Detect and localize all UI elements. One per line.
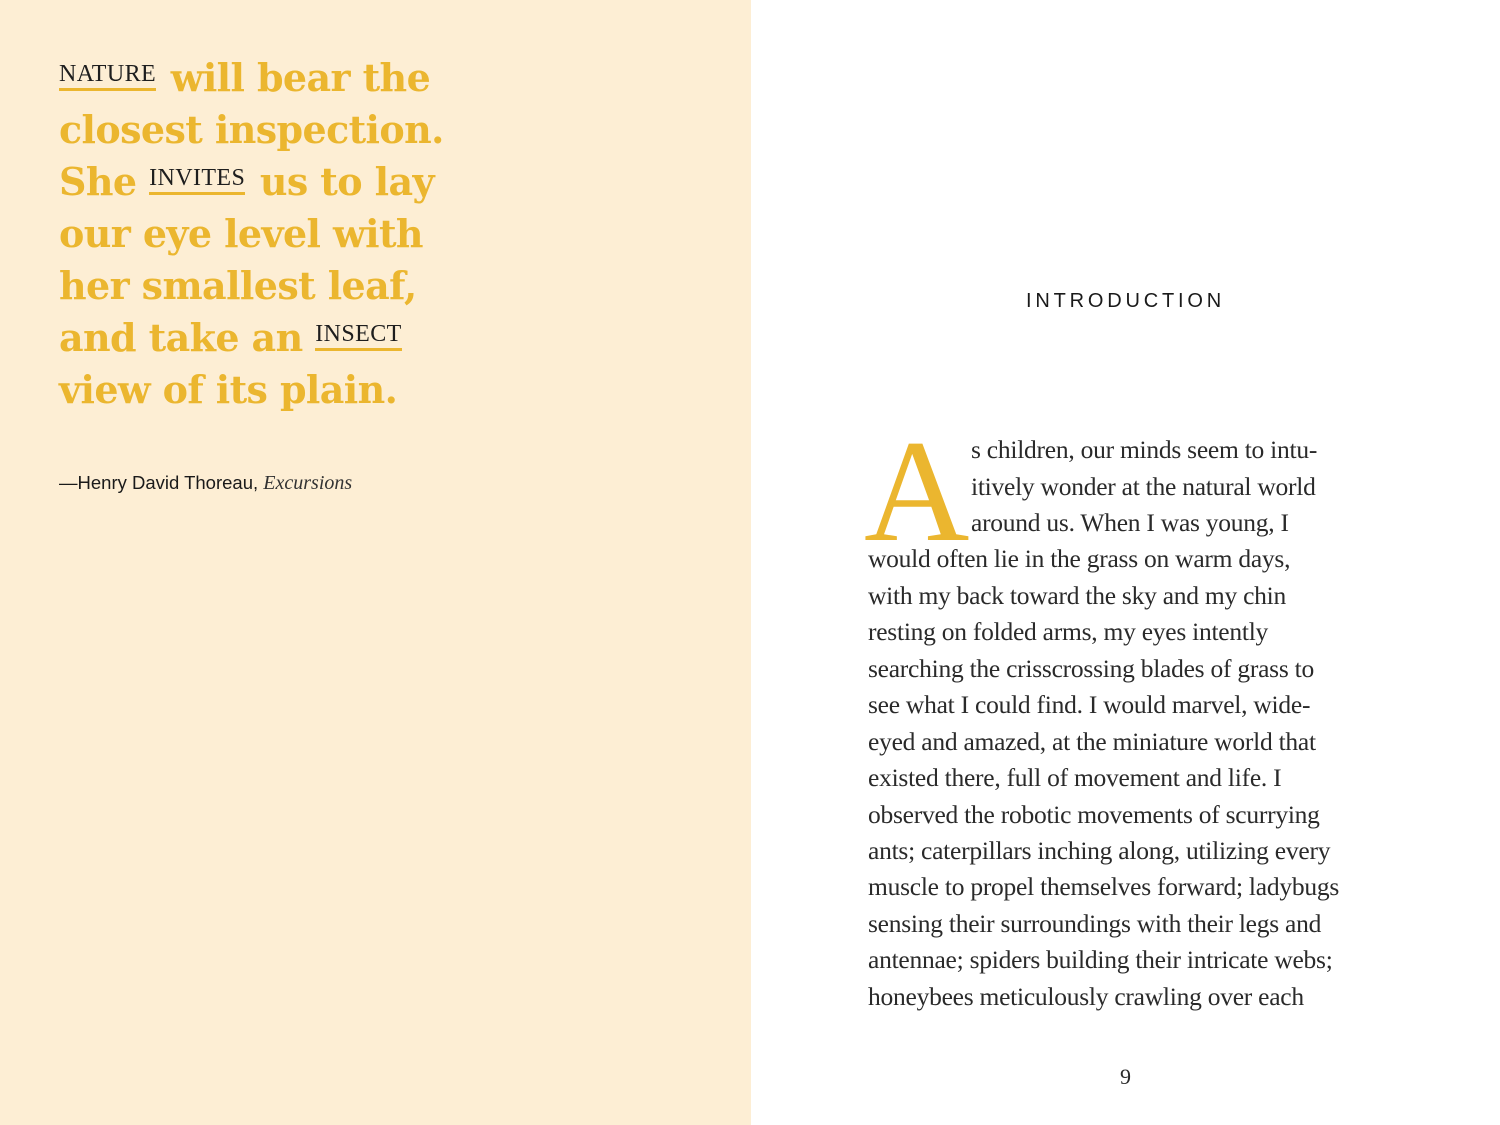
quote-attribution	[59, 472, 352, 495]
quote-line: view of its plain.	[59, 367, 398, 412]
quote-text: us to lay	[259, 159, 434, 204]
quote-line	[59, 156, 479, 208]
body-line: see what I could find. I would marvel, wide-	[868, 690, 1311, 719]
quote-line	[59, 52, 479, 104]
body-line: existed there, full of movement and life. I	[868, 763, 1282, 792]
body-line: eyed and amazed, at the miniature world that	[868, 727, 1316, 756]
quote-keyword-insect: INSECT	[315, 320, 401, 351]
quote-text: She	[59, 159, 137, 204]
body-line: would often lie in the grass on warm days,	[868, 544, 1291, 573]
body-line: ants; caterpillars inching along, utilizing every	[868, 836, 1331, 865]
quote-line: our eye level with	[59, 211, 423, 256]
quote-line: her smallest leaf,	[59, 263, 417, 308]
quote-keyword-invites: INVITES	[149, 164, 245, 195]
body-line: searching the crisscrossing blades of grass to	[868, 654, 1314, 683]
body-line: s children, our minds seem to intu-	[971, 435, 1318, 464]
body-line: around us. When I was young, I	[971, 508, 1289, 537]
chapter-title: INTRODUCTION	[1026, 290, 1225, 312]
body-line: with my back toward the sky and my chin	[868, 581, 1286, 610]
body-line: resting on folded arms, my eyes intently	[868, 617, 1269, 646]
quote-text: will bear the	[170, 55, 431, 100]
quote-line	[59, 312, 479, 364]
page-number: 9	[1120, 1064, 1131, 1089]
body-line: muscle to propel themselves forward; ladybugs	[868, 872, 1340, 901]
body-line: antennae; spiders building their intricate webs;	[868, 945, 1333, 974]
epigraph-quote	[59, 52, 479, 416]
body-line: honeybees meticulously crawling over each	[868, 982, 1304, 1011]
attribution-work-title: Excursions	[263, 472, 353, 494]
body-line: observed the robotic movements of scurrying	[868, 800, 1320, 829]
quote-keyword-nature: NATURE	[59, 60, 156, 91]
body-line: sensing their surroundings with their legs and	[868, 909, 1322, 938]
quote-line: closest inspection.	[59, 107, 444, 152]
body-line: itively wonder at the natural world	[971, 472, 1316, 501]
quote-text: and take an	[59, 315, 303, 360]
attribution-author: —Henry David Thoreau,	[59, 472, 264, 493]
drop-cap: A	[864, 410, 970, 572]
